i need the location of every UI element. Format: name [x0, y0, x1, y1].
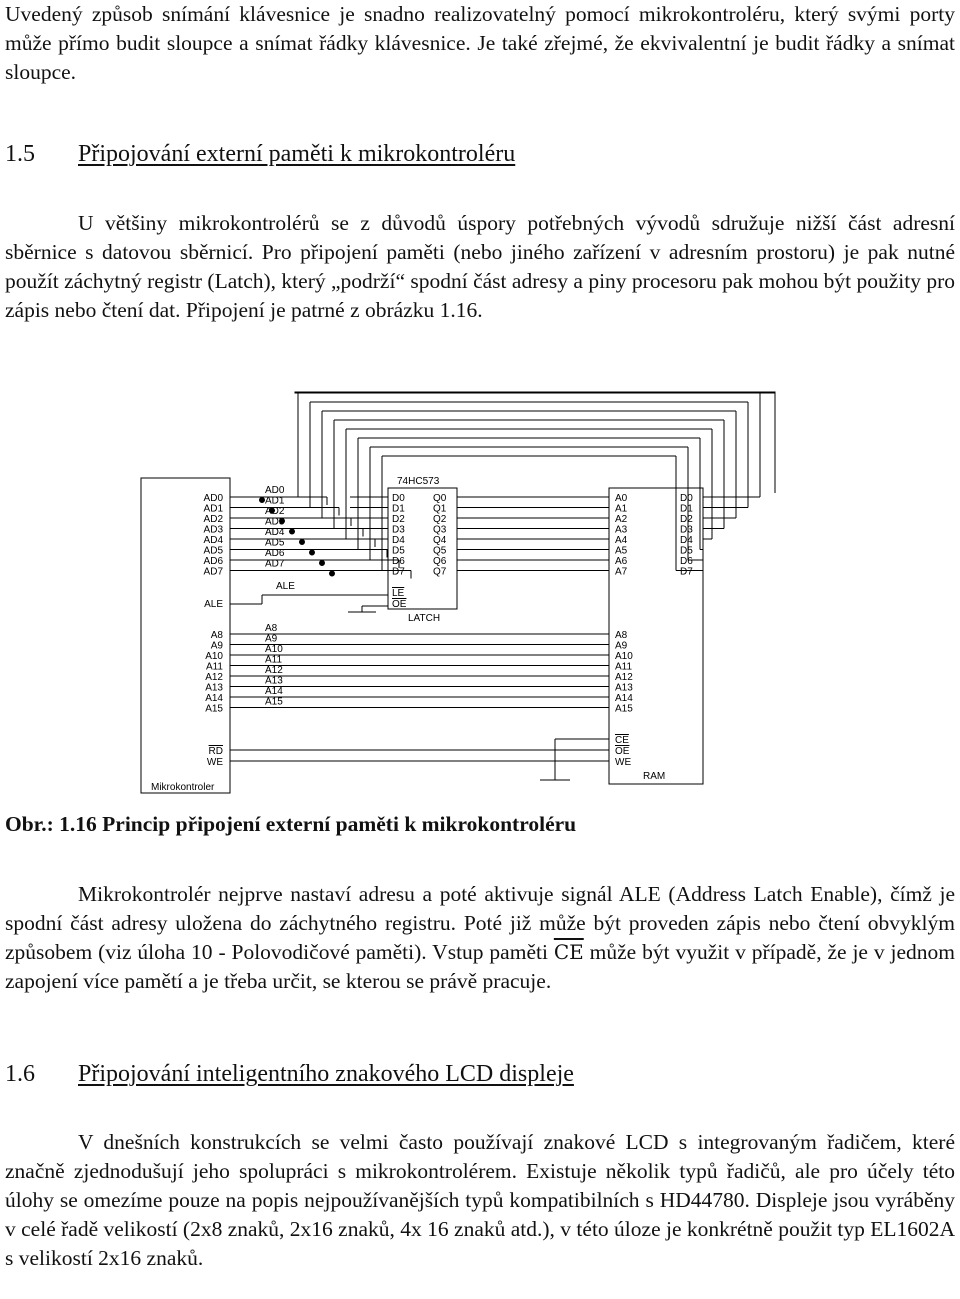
bus-label-ad2: AD2: [265, 506, 285, 517]
mcu-pin-ad7: AD7: [203, 566, 223, 578]
section-1-6-paragraph: V dnešních konstrukcích se velmi často používají znakové LCD s integrovaným řadičem, které značně zjednodušují jeho spolupráci s mikrokontrolérem. Existuje několik typů řadičů, ale pro účely této úlohy se omezíme pouze na popis nejpoužívanějších typů kompatibilních s HD44780. Displeje jsou vyráběny v celé řadě velikostí (2x8 znaků, 2x16 znaků, 4x 16 znaků atd.), v této úloze je konkrétně použit typ EL1602A s velikostí 2x16 znaků.: [5, 1130, 955, 1270]
ram-pin-a15: A15: [615, 703, 633, 715]
bus-label-a11: A11: [265, 654, 283, 666]
ram-label: RAM: [643, 771, 666, 782]
ram-pin-d7: D7: [680, 566, 693, 578]
bus-label-ad3: AD3: [265, 516, 285, 528]
mcu-pin-ale: ALE: [204, 599, 223, 610]
ram-pin-a9: A9: [615, 640, 628, 652]
latch-pin-d5: D5: [392, 545, 405, 557]
mcu-pin-ad4: AD4: [203, 535, 223, 546]
ram-pin-a13: A13: [615, 682, 633, 694]
latch-pin-d7: D7: [392, 566, 405, 578]
latch-pin-d2: D2: [392, 514, 405, 525]
ram-pin-a10: A10: [615, 651, 633, 662]
mcu-pin-a15: A15: [205, 703, 223, 715]
ale-text-part1: Mikrokontrolér nejprve nastaví adresu a poté aktivuje signál ALE (Address Latch Enable), čímž je spodní část adresy uložena do záchytného registru. Poté již může být proveden zápis nebo čtení obvyklým způsobem (viz úloha 10 - Polovodičové paměti). Vstup paměti: [5, 882, 955, 964]
mcu-pin-a8: A8: [210, 630, 223, 641]
latch-pin-q5: Q5: [433, 545, 447, 557]
latch-pin-q0: Q0: [433, 493, 447, 504]
bus-label-ad1: AD1: [265, 495, 285, 507]
latch-pin-oe: OE: [392, 599, 407, 610]
bus-label-ad6: AD6: [265, 548, 285, 559]
junction-dot: [310, 550, 315, 555]
section-1-5-paragraph: U většiny mikrokontrolérů se z důvodů úspory potřebných vývodů sdružuje nižší část adresní sběrnice s datovou sběrnicí. Pro připojení paměti (nebo jiného zařízení v adresním prostoru) je pak nutné použít záchytný registr (Latch), který „podrží“ spodní část adresy a piny procesoru pak mohou být použity pro zápis nebo čtení dat. Připojení je patrné z obrázku 1.16.: [5, 211, 955, 322]
ram-pin-d4: D4: [680, 535, 693, 546]
ram-pin-d1: D1: [680, 503, 693, 515]
junction-dot: [300, 540, 305, 545]
mcu-label: Mikrokontroler: [151, 782, 215, 793]
section-heading-1-5: [5, 141, 515, 168]
junction-dot: [320, 561, 325, 566]
ram-pin-d3: D3: [680, 524, 693, 536]
ram-pin-d5: D5: [680, 545, 693, 557]
bus-label-a15: A15: [265, 696, 283, 708]
latch-pin-q6: Q6: [433, 556, 447, 567]
mcu-pin-a13: A13: [205, 682, 223, 694]
section-number: 1.6: [5, 1061, 35, 1087]
mcu-pin-ad3: AD3: [203, 524, 223, 536]
ce-overline-symbol: $\overline{CE}$: [553, 940, 584, 964]
ram-pin-a7: A7: [615, 566, 628, 578]
ram-pin-a11: A11: [615, 661, 633, 673]
latch-part-number: 74HC573: [397, 476, 440, 487]
intro-paragraph: Uvedený způsob snímání klávesnice je snadno realizovatelný pomocí mikrokontroléru, který svými porty může přímo budit sloupce a snímat řádky klávesnice. Je také zřejmé, že ekvivalentní je budit řádky a snímat sloupce.: [5, 2, 955, 84]
ram-pin-a5: A5: [615, 545, 628, 557]
bus-label-ad4: AD4: [265, 527, 285, 538]
latch-pin-le: LE: [392, 588, 405, 599]
latch-pin-q4: Q4: [433, 535, 447, 546]
latch-pin-d4: D4: [392, 535, 405, 546]
latch-pin-q1: Q1: [433, 503, 447, 515]
mcu-pin-ad2: AD2: [203, 514, 223, 525]
bus-label-a12: A12: [265, 665, 283, 676]
latch-pin-d6: D6: [392, 556, 405, 567]
ram-pin-we: WE: [615, 757, 632, 768]
ram-pin-a8: A8: [615, 630, 628, 641]
figure-caption: Obr.: 1.16 Princip připojení externí paměti k mikrokontroléru: [5, 812, 577, 836]
latch-pin-q3: Q3: [433, 524, 447, 536]
latch-pin-q2: Q2: [433, 514, 447, 525]
mcu-pin-a14: A14: [205, 693, 223, 704]
latch-label: LATCH: [408, 613, 441, 624]
mcu-pin-ad0: AD0: [203, 493, 223, 504]
bus-label-a8: A8: [265, 623, 278, 634]
mcu-pin-rd: RD: [208, 746, 223, 757]
latch-pin-d0: D0: [392, 493, 405, 504]
ale-text-part2: může být využit v případě, že je v jednom zapojení více pamětí a je třeba určit, se kterou se právě pracuje.: [5, 940, 955, 993]
ram-pin-a6: A6: [615, 556, 628, 567]
mcu-pin-ad6: AD6: [203, 556, 223, 567]
ram-pin-a3: A3: [615, 524, 628, 536]
latch-pin-d3: D3: [392, 524, 405, 536]
ram-pin-d6: D6: [680, 556, 693, 567]
mcu-pin-a9: A9: [210, 640, 223, 652]
mcu-pin-we: WE: [206, 757, 223, 768]
latch-pin-d1: D1: [392, 503, 405, 515]
ram-pin-d0: D0: [680, 493, 693, 504]
bus-label-ad5: AD5: [265, 537, 285, 549]
section-title: Připojování inteligentního znakového LCD displeje: [78, 1061, 574, 1087]
mcu-pin-ad1: AD1: [203, 503, 223, 515]
junction-dot: [290, 529, 295, 534]
bus-label-a9: A9: [265, 633, 278, 645]
ram-pin-a12: A12: [615, 672, 633, 683]
section-heading-1-6: [5, 1061, 574, 1088]
latch-pin-q7: Q7: [433, 566, 447, 578]
ram-pin-oe: OE: [615, 746, 630, 757]
bus-label-ad0: AD0: [265, 485, 285, 496]
ram-pin-ce: CE: [615, 735, 629, 746]
mcu-pin-a12: A12: [205, 672, 223, 683]
section-title: Připojování externí paměti k mikrokontroléru: [78, 141, 516, 167]
junction-dot: [260, 498, 265, 503]
mcu-pin-a11: A11: [205, 661, 223, 673]
bus-label-ad7: AD7: [265, 558, 285, 570]
ram-pin-d2: D2: [680, 514, 693, 525]
ram-pin-a0: A0: [615, 493, 628, 504]
section-number: 1.5: [5, 141, 35, 167]
mcu-pin-a10: A10: [205, 651, 223, 662]
ram-pin-a4: A4: [615, 535, 628, 546]
bus-label-a13: A13: [265, 675, 283, 687]
ram-pin-a14: A14: [615, 693, 633, 704]
bus-label-a14: A14: [265, 686, 283, 697]
bus-label-a10: A10: [265, 644, 283, 655]
ram-pin-a2: A2: [615, 514, 628, 525]
ram-pin-a1: A1: [615, 503, 628, 515]
junction-dot: [330, 571, 335, 576]
circuit-diagram: [0, 380, 960, 800]
ale-paragraph: [5, 880, 955, 996]
mcu-pin-ad5: AD5: [203, 545, 223, 557]
bus-label-ale: ALE: [276, 581, 295, 592]
